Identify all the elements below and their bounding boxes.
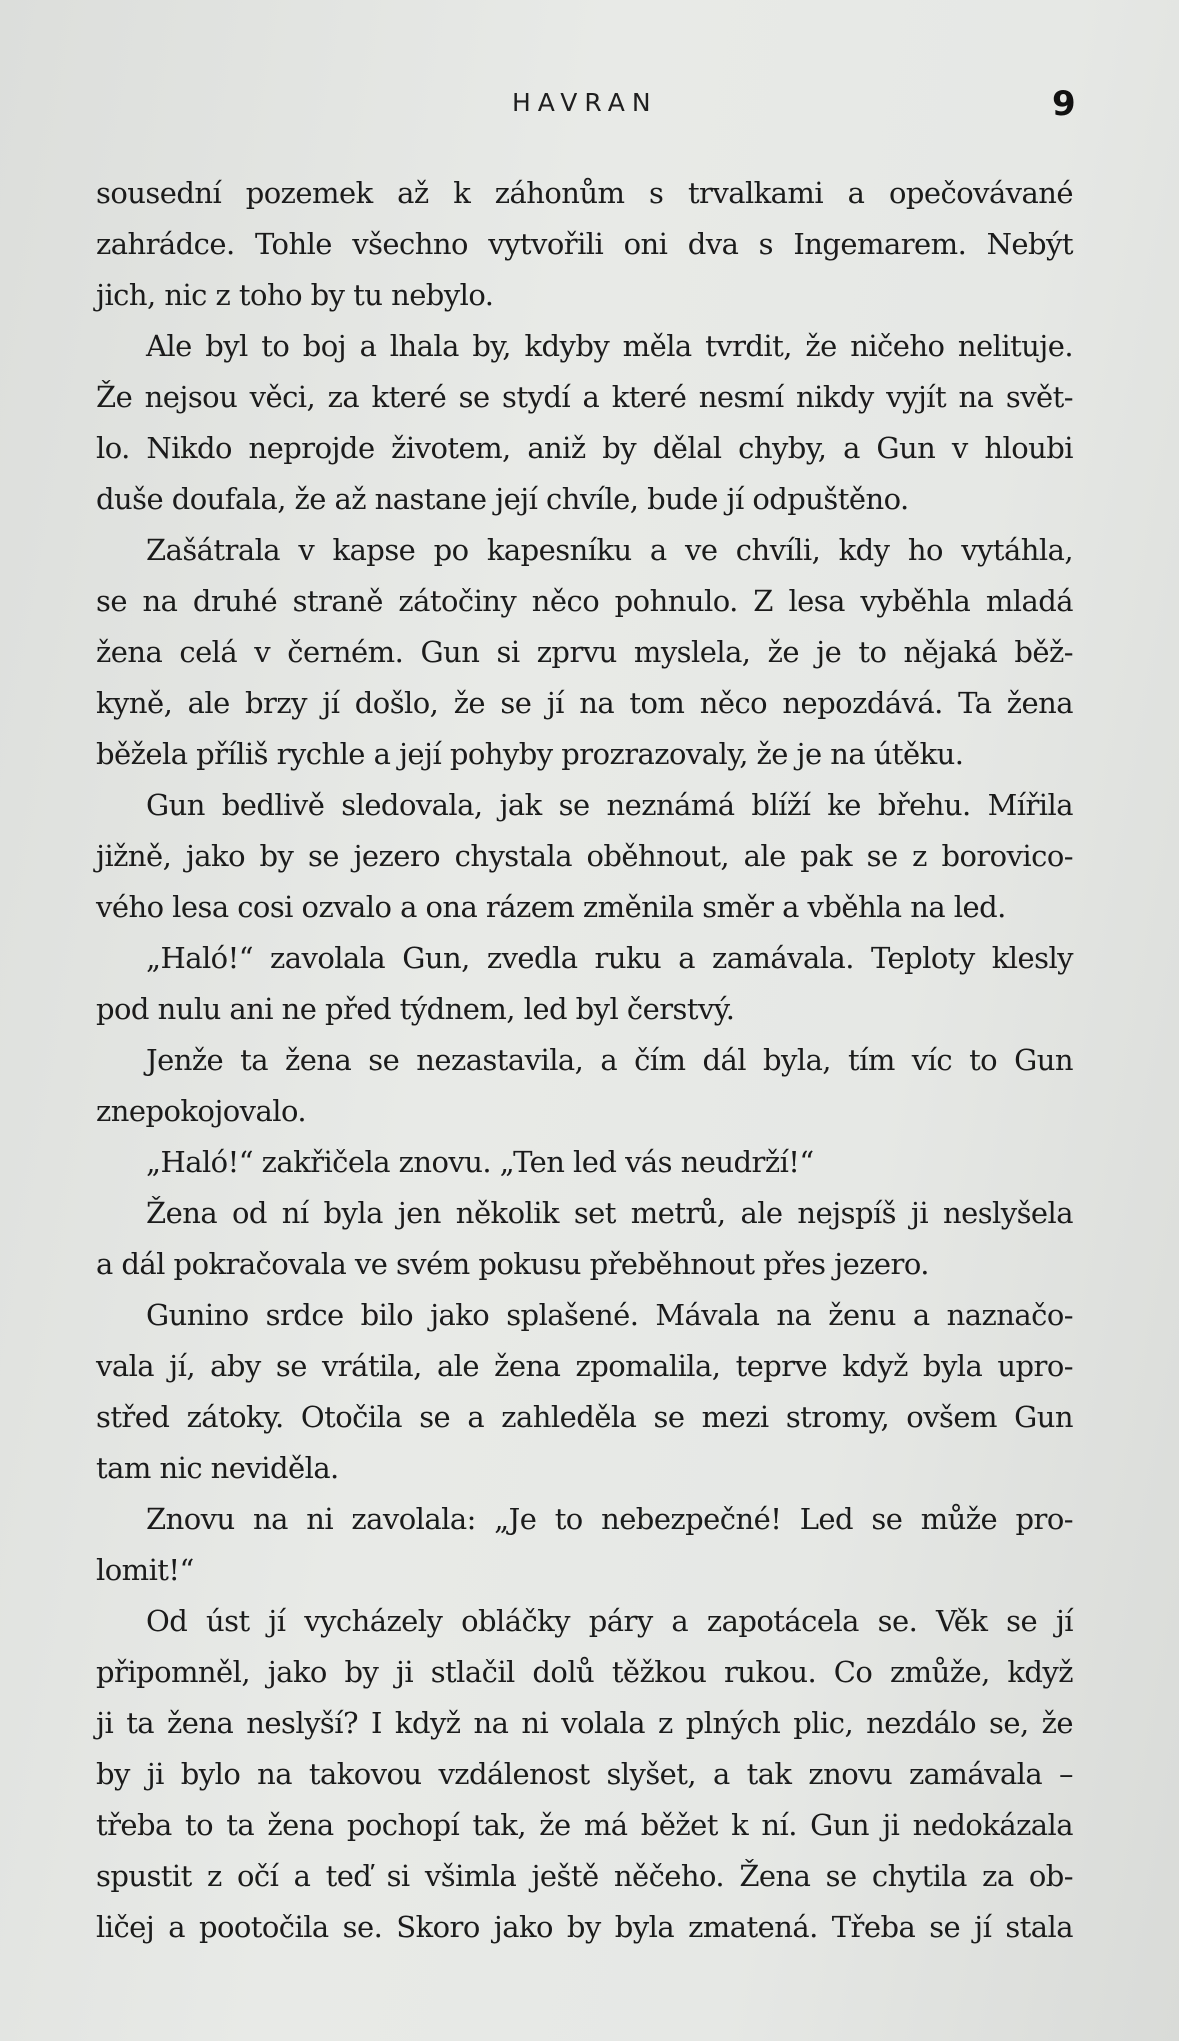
text-line: sousední pozemek až k záhonům s trvalkami a opečovávané (96, 176, 1073, 210)
text-line: Žena od ní byla jen několik set metrů, ale nejspíš ji neslyšela (146, 1196, 1073, 1230)
running-title: HAVRAN (512, 88, 658, 117)
text-line: vala jí, aby se vrátila, ale žena zpomalila, teprve když byla upro- (96, 1349, 1073, 1383)
text-line: „Haló!“ zavolala Gun, zvedla ruku a zamávala. Teploty klesly (146, 941, 1073, 975)
text-line: třeba to ta žena pochopí tak, že má běžet k ní. Gun ji nedokázala (96, 1808, 1073, 1842)
text-line: lo. Nikdo neprojde životem, aniž by dělal chyby, a Gun v hloubi (96, 431, 1073, 465)
text-line: kyně, ale brzy jí došlo, že se jí na tom něco nepozdává. Ta žena (96, 686, 1073, 720)
page-number: 9 (1052, 84, 1076, 124)
text-line: žena celá v černém. Gun si zprvu myslela, že je to nějaká běž- (96, 635, 1073, 669)
text-line: ji ta žena neslyší? I když na ni volala z plných plic, nezdálo se, že (96, 1706, 1073, 1740)
text-line: a dál pokračovala ve svém pokusu přeběhnout přes jezero. (96, 1247, 929, 1281)
text-line: lomit!“ (96, 1553, 194, 1587)
text-line: jižně, jako by se jezero chystala oběhnout, ale pak se z borovico- (96, 839, 1073, 873)
text-line: tam nic neviděla. (96, 1451, 339, 1485)
text-line: se na druhé straně zátočiny něco pohnulo. Z lesa vyběhla mladá (96, 584, 1073, 618)
text-line: „Haló!“ zakřičela znovu. „Ten led vás neudrží!“ (146, 1145, 814, 1179)
body-text (96, 168, 1073, 1953)
text-line: spustit z očí a teď si všimla ještě něčeho. Žena se chytila za ob- (96, 1859, 1073, 1893)
text-line: vého lesa cosi ozvalo a ona rázem změnila směr a vběhla na led. (96, 890, 1006, 924)
text-line: Zašátrala v kapse po kapesníku a ve chvíli, kdy ho vytáhla, (146, 533, 1073, 567)
text-line: Jenže ta žena se nezastavila, a čím dál byla, tím víc to Gun (146, 1043, 1073, 1077)
text-line: připomněl, jako by ji stlačil dolů těžkou rukou. Co zmůže, když (96, 1655, 1073, 1689)
text-line: duše doufala, že až nastane její chvíle, bude jí odpuštěno. (96, 482, 909, 516)
page-header (0, 84, 1179, 128)
text-line: střed zátoky. Otočila se a zahleděla se mezi stromy, ovšem Gun (96, 1400, 1073, 1434)
text-line: běžela příliš rychle a její pohyby prozrazovaly, že je na útěku. (96, 737, 964, 771)
text-line: znepokojovalo. (96, 1094, 307, 1128)
text-line: Od úst jí vycházely obláčky páry a zapotácela se. Věk se jí (146, 1604, 1073, 1638)
text-line: ličej a pootočila se. Skoro jako by byla zmatená. Třeba se jí stala (96, 1910, 1073, 1944)
text-line: jich, nic z toho by tu nebylo. (96, 278, 494, 312)
text-line: pod nulu ani ne před týdnem, led byl čerstvý. (96, 992, 735, 1026)
text-line: Že nejsou věci, za které se stydí a které nesmí nikdy vyjít na svět- (96, 380, 1073, 414)
text-line: Znovu na ni zavolala: „Je to nebezpečné! Led se může pro- (146, 1502, 1073, 1536)
text-line: zahrádce. Tohle všechno vytvořili oni dva s Ingemarem. Nebýt (96, 227, 1073, 261)
text-line: Gun bedlivě sledovala, jak se neznámá blíží ke břehu. Mířila (146, 788, 1073, 822)
text-line: by ji bylo na takovou vzdálenost slyšet, a tak znovu zamávala – (96, 1757, 1073, 1791)
text-line: Ale byl to boj a lhala by, kdyby měla tvrdit, že ničeho nelituje. (146, 329, 1073, 363)
text-line: Gunino srdce bilo jako splašené. Mávala na ženu a naznačo- (146, 1298, 1073, 1332)
